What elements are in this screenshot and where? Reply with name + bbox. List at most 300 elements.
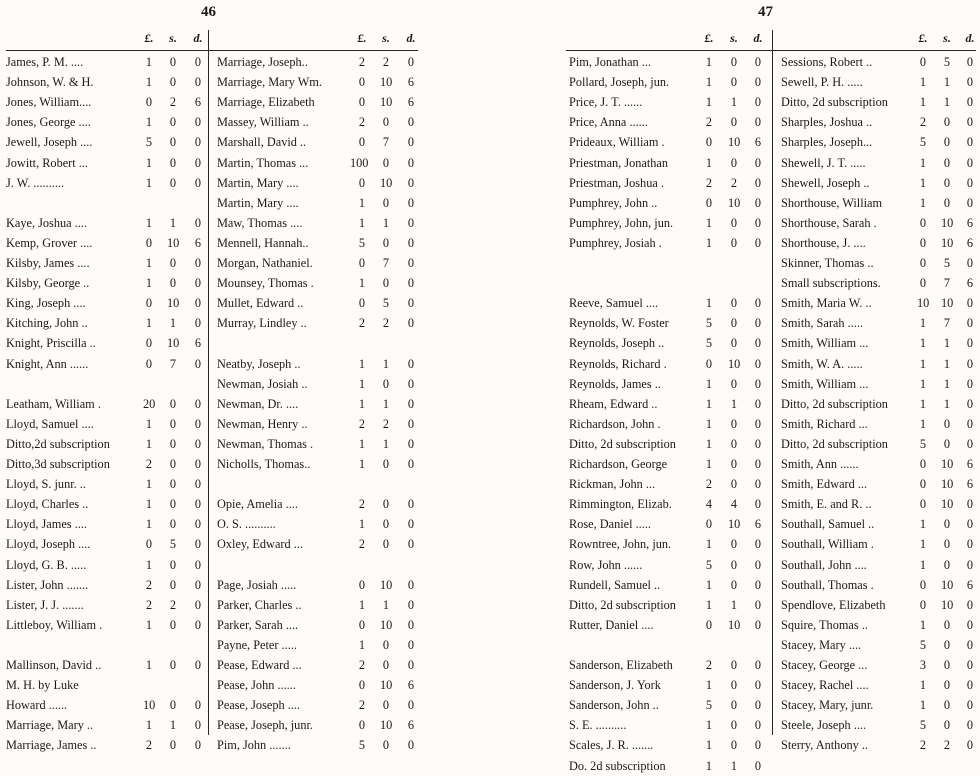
pounds-header: £.	[918, 31, 928, 45]
header-rule-p46-col1	[6, 50, 208, 51]
pounds-value: 1	[705, 537, 713, 552]
subscriber-name: Rowntree, John, jun.	[569, 537, 672, 552]
shillings-value: 0	[169, 577, 177, 592]
pounds-value: 1	[145, 477, 153, 492]
pence-value: 0	[966, 416, 974, 431]
pence-header: d.	[406, 31, 416, 45]
pounds-value: 1	[145, 316, 153, 331]
pounds-value: 1	[919, 617, 927, 632]
subscriber-name: Smith, Sarah .....	[781, 316, 863, 331]
pence-value: 0	[407, 235, 415, 250]
subscriber-name: Howard ......	[6, 698, 68, 713]
pounds-value: 1	[919, 336, 927, 351]
subscriber-name: Price, J. T. ......	[569, 95, 643, 110]
subscriber-name: Rundell, Samuel ..	[569, 577, 661, 592]
subscriber-name: Opie, Amelia ....	[217, 497, 298, 512]
pence-value: 6	[966, 477, 974, 492]
pence-value: 0	[194, 477, 202, 492]
pounds-value: 1	[919, 376, 927, 391]
pounds-value: 0	[919, 215, 927, 230]
pounds-value: 1	[919, 95, 927, 110]
shillings-value: 0	[943, 617, 951, 632]
shillings-value: 1	[943, 376, 951, 391]
pounds-value: 2	[358, 55, 366, 69]
pounds-value: 5	[705, 316, 713, 331]
pence-value: 0	[754, 436, 762, 451]
subscriber-name: Priestman, Joshua .	[569, 175, 664, 190]
pence-value: 0	[407, 537, 415, 552]
shillings-value: 0	[169, 416, 177, 431]
subscriber-name: Reynolds, Joseph ..	[569, 336, 665, 351]
shillings-value: 1	[943, 356, 951, 371]
pence-value: 0	[407, 376, 415, 391]
subscriber-name: King, Joseph ....	[6, 296, 86, 311]
pounds-value: 1	[705, 597, 713, 612]
subscriber-name: Marshall, David ..	[217, 135, 307, 150]
pence-value: 0	[966, 256, 974, 270]
pounds-value: 5	[919, 637, 927, 652]
pounds-value: 1	[705, 436, 713, 451]
subscriber-name: Smith, E. and R. ..	[781, 497, 872, 512]
pounds-value: 1	[705, 396, 713, 411]
subscriber-name: Littleboy, William .	[6, 617, 103, 632]
pence-value: 0	[966, 155, 974, 170]
shillings-value: 7	[382, 135, 390, 150]
pounds-value: 1	[919, 75, 927, 90]
pence-value: 0	[754, 155, 762, 170]
pounds-value: 4	[705, 497, 713, 512]
subscriber-name: Smith, Edward ...	[781, 477, 868, 492]
pounds-value: 2	[145, 738, 153, 753]
pounds-value: 0	[358, 617, 366, 632]
pounds-value: 1	[919, 195, 927, 210]
shillings-value: 0	[943, 416, 951, 431]
subscriber-name: Reynolds, W. Foster	[569, 316, 669, 331]
pence-value: 0	[407, 296, 415, 311]
subscriber-name: Shewell, Joseph ..	[781, 175, 870, 190]
pounds-value: 1	[358, 356, 366, 371]
subscriber-name: Rickman, John ...	[569, 477, 656, 492]
pence-value: 0	[754, 678, 762, 693]
shillings-value: 0	[730, 436, 738, 451]
subscriber-name: Jones, George ....	[6, 115, 91, 130]
pounds-value: 1	[145, 557, 153, 572]
pence-value: 0	[966, 316, 974, 331]
pounds-value: 1	[358, 195, 366, 210]
pence-value: 0	[407, 617, 415, 632]
shillings-value: 5	[169, 537, 177, 552]
shillings-value: 1	[730, 758, 738, 773]
pence-value: 0	[754, 457, 762, 471]
shillings-value: 5	[943, 55, 951, 69]
pounds-value: 1	[705, 738, 713, 753]
pounds-value: 5	[705, 698, 713, 713]
subscriber-name: Marriage, Joseph..	[217, 55, 308, 69]
shillings-value: 10	[728, 356, 741, 371]
pence-value: 0	[966, 296, 974, 311]
pounds-value: 0	[705, 195, 713, 210]
subscriber-name: Shorthouse, William	[781, 195, 883, 210]
pence-value: 0	[754, 758, 762, 773]
subscriber-name: Squire, Thomas ..	[781, 617, 868, 632]
pence-value: 0	[966, 637, 974, 652]
pence-value: 0	[407, 597, 415, 612]
shillings-value: 0	[169, 115, 177, 130]
pounds-value: 1	[919, 316, 927, 331]
subscriber-name: Martin, Thomas ...	[217, 155, 309, 170]
pence-value: 0	[754, 416, 762, 431]
shillings-value: 7	[943, 316, 951, 331]
header-rule-p47-col2	[772, 50, 976, 51]
pence-value: 0	[754, 215, 762, 230]
pence-value: 0	[966, 55, 974, 69]
subscriber-name: Newman, Dr. ....	[217, 396, 299, 411]
subscriber-name: Lloyd, Charles ..	[6, 497, 89, 512]
pounds-value: 0	[358, 95, 366, 110]
pence-value: 6	[407, 678, 415, 693]
pence-value: 0	[966, 658, 974, 672]
column-divider-left-page	[208, 30, 209, 735]
pounds-value: 100	[350, 155, 369, 170]
pence-value: 6	[754, 517, 762, 532]
pence-value: 0	[407, 698, 415, 713]
subscriber-name: Smith, Maria W. ..	[781, 296, 872, 311]
pounds-value: 2	[705, 658, 713, 672]
pounds-value: 1	[358, 396, 366, 411]
shillings-value: 2	[382, 416, 390, 431]
shillings-value: 10	[380, 75, 393, 90]
subscriber-name: Kitching, John ..	[6, 316, 88, 331]
pounds-value: 0	[919, 276, 927, 291]
pence-value: 0	[407, 115, 415, 130]
shillings-header: s.	[169, 31, 177, 45]
pounds-value: 1	[145, 155, 153, 170]
pounds-value: 1	[358, 517, 366, 532]
shillings-value: 0	[730, 738, 738, 753]
pounds-value: 1	[705, 577, 713, 592]
pounds-value: 2	[145, 457, 153, 471]
pounds-value: 1	[919, 678, 927, 693]
pence-value: 0	[754, 175, 762, 190]
shillings-value: 0	[382, 658, 390, 672]
subscriber-name: Rose, Daniel .....	[569, 517, 651, 532]
shillings-value: 0	[169, 155, 177, 170]
pounds-value: 0	[145, 296, 153, 311]
pounds-value: 2	[358, 658, 366, 672]
pence-value: 6	[966, 276, 974, 291]
subscriber-name: Southall, Thomas .	[781, 577, 874, 592]
shillings-value: 0	[730, 658, 738, 672]
pounds-value: 1	[145, 416, 153, 431]
shillings-value: 0	[943, 658, 951, 672]
shillings-value: 0	[169, 55, 177, 69]
shillings-value: 1	[382, 436, 390, 451]
pence-value: 0	[194, 497, 202, 512]
pence-value: 0	[194, 115, 202, 130]
subscriber-name: Maw, Thomas ....	[217, 215, 303, 230]
subscriber-name: Ditto, 2d subscription	[569, 436, 676, 451]
pence-value: 0	[194, 617, 202, 632]
shillings-value: 0	[169, 256, 177, 270]
pounds-value: 0	[145, 336, 153, 351]
pounds-value: 1	[358, 597, 366, 612]
pence-value: 0	[194, 155, 202, 170]
shillings-value: 7	[943, 276, 951, 291]
subscriber-name: Rheam, Edward ..	[569, 396, 658, 411]
pounds-value: 1	[145, 215, 153, 230]
pence-value: 0	[754, 577, 762, 592]
shillings-value: 1	[382, 597, 390, 612]
shillings-value: 0	[382, 195, 390, 210]
shillings-value: 0	[382, 376, 390, 391]
shillings-value: 0	[730, 316, 738, 331]
pounds-value: 1	[145, 436, 153, 451]
pence-value: 0	[754, 738, 762, 753]
pounds-value: 1	[145, 115, 153, 130]
shillings-value: 5	[943, 256, 951, 270]
shillings-header: s.	[382, 31, 390, 45]
pounds-value: 1	[705, 95, 713, 110]
pounds-value: 0	[919, 55, 927, 69]
shillings-value: 0	[730, 235, 738, 250]
subscriber-name: Nicholls, Thomas..	[217, 457, 311, 471]
shillings-value: 10	[728, 195, 741, 210]
shillings-value: 1	[943, 396, 951, 411]
pounds-value: 1	[145, 256, 153, 270]
subscriber-name: Marriage, James ..	[6, 738, 97, 753]
subscriber-name: Smith, William ...	[781, 336, 869, 351]
subscriber-name: Jones, William....	[6, 95, 92, 110]
pence-value: 0	[194, 698, 202, 713]
subscriber-name: Pim, Jonathan ...	[569, 55, 651, 69]
shillings-header: s.	[730, 31, 738, 45]
pounds-value: 1	[145, 276, 153, 291]
subscriber-name: Massey, William ..	[217, 115, 309, 130]
shillings-value: 0	[382, 537, 390, 552]
shillings-value: 1	[382, 215, 390, 230]
pence-value: 0	[194, 296, 202, 311]
subscriber-name: Scales, J. R. .......	[569, 738, 654, 753]
pounds-value: 1	[145, 75, 153, 90]
pounds-value: 1	[145, 55, 153, 69]
subscriber-name: Pumphrey, John, jun.	[569, 215, 674, 230]
subscriber-name: Newman, Thomas .	[217, 436, 314, 451]
pence-value: 0	[754, 75, 762, 90]
pounds-value: 1	[705, 75, 713, 90]
shillings-value: 2	[382, 316, 390, 331]
subscriber-name: Shewell, J. T. .....	[781, 155, 866, 170]
pounds-value: 2	[919, 115, 927, 130]
subscriber-name: Southall, John ....	[781, 557, 867, 572]
pounds-value: 2	[358, 497, 366, 512]
pence-value: 0	[407, 155, 415, 170]
pounds-value: 2	[919, 738, 927, 753]
pounds-value: 0	[145, 235, 153, 250]
shillings-value: 0	[943, 175, 951, 190]
pence-value: 0	[194, 135, 202, 150]
pence-value: 0	[407, 577, 415, 592]
subscriber-name: Knight, Ann ......	[6, 356, 89, 371]
pence-value: 0	[407, 135, 415, 150]
pence-value: 0	[966, 175, 974, 190]
pence-value: 0	[966, 436, 974, 451]
pence-value: 6	[194, 336, 202, 351]
shillings-value: 0	[943, 557, 951, 572]
pounds-value: 1	[705, 678, 713, 693]
pounds-value: 2	[705, 477, 713, 492]
subscriber-name: Page, Josiah .....	[217, 577, 297, 592]
pence-value: 0	[407, 256, 415, 270]
subscriber-name: Sharples, Joseph...	[781, 135, 873, 150]
shillings-value: 0	[169, 457, 177, 471]
pence-value: 0	[194, 738, 202, 753]
pence-value: 6	[407, 718, 415, 733]
pounds-value: 1	[358, 376, 366, 391]
shillings-value: 0	[943, 195, 951, 210]
pence-value: 0	[407, 637, 415, 652]
subscriber-name: M. H. by Luke	[6, 678, 79, 693]
shillings-value: 0	[730, 698, 738, 713]
pounds-header: £.	[704, 31, 714, 45]
subscriber-name: Prideaux, William .	[569, 135, 665, 150]
shillings-value: 10	[380, 175, 393, 190]
pounds-value: 5	[919, 718, 927, 733]
shillings-value: 0	[943, 637, 951, 652]
subscriber-name: Pim, John .......	[217, 738, 291, 753]
shillings-value: 0	[730, 75, 738, 90]
pounds-value: 2	[358, 537, 366, 552]
pounds-value: 2	[358, 698, 366, 713]
subscriber-name: Mennell, Hannah..	[217, 235, 309, 250]
shillings-value: 5	[382, 296, 390, 311]
shillings-value: 10	[941, 296, 954, 311]
pence-value: 0	[194, 597, 202, 612]
shillings-value: 7	[169, 356, 177, 371]
pence-value: 0	[754, 95, 762, 110]
shillings-value: 1	[169, 718, 177, 733]
pence-value: 0	[194, 215, 202, 230]
subscriber-name: Knight, Priscilla ..	[6, 336, 96, 351]
pounds-value: 1	[919, 517, 927, 532]
shillings-value: 0	[943, 698, 951, 713]
subscriber-name: Murray, Lindley ..	[217, 316, 307, 331]
pence-value: 6	[966, 577, 974, 592]
pence-value: 0	[194, 577, 202, 592]
pence-value: 0	[194, 537, 202, 552]
pence-value: 0	[754, 376, 762, 391]
pence-value: 0	[754, 336, 762, 351]
shillings-value: 2	[382, 55, 390, 69]
pence-value: 0	[194, 75, 202, 90]
pounds-value: 1	[145, 617, 153, 632]
shillings-value: 0	[730, 215, 738, 230]
subscriber-name: Parker, Charles ..	[217, 597, 302, 612]
pounds-value: 0	[358, 175, 366, 190]
pounds-value: 2	[358, 316, 366, 331]
shillings-value: 10	[167, 336, 180, 351]
pence-value: 0	[407, 316, 415, 331]
shillings-value: 0	[169, 497, 177, 512]
pounds-value: 0	[358, 75, 366, 90]
shillings-value: 0	[943, 718, 951, 733]
subscriber-name: Oxley, Edward ...	[217, 537, 303, 552]
shillings-value: 10	[380, 95, 393, 110]
shillings-value: 1	[382, 396, 390, 411]
pounds-value: 1	[919, 155, 927, 170]
pence-value: 0	[194, 316, 202, 331]
shillings-value: 10	[941, 597, 954, 612]
pence-value: 0	[194, 276, 202, 291]
shillings-value: 1	[730, 95, 738, 110]
pence-value: 0	[407, 738, 415, 753]
pounds-value: 0	[705, 356, 713, 371]
pounds-value: 1	[705, 296, 713, 311]
shillings-value: 1	[169, 316, 177, 331]
pence-value: 0	[754, 396, 762, 411]
shillings-value: 1	[382, 356, 390, 371]
subscriber-name: O. S. ..........	[217, 517, 276, 532]
shillings-value: 0	[943, 436, 951, 451]
pence-header: d.	[965, 31, 975, 45]
shillings-value: 10	[380, 718, 393, 733]
pounds-value: 0	[919, 597, 927, 612]
pounds-value: 1	[705, 376, 713, 391]
shillings-value: 0	[943, 155, 951, 170]
pounds-value: 1	[705, 416, 713, 431]
shillings-value: 1	[943, 95, 951, 110]
pounds-value: 0	[145, 537, 153, 552]
subscriber-name: Spendlove, Elizabeth	[781, 597, 886, 612]
pence-value: 0	[966, 356, 974, 371]
subscriber-name: Morgan, Nathaniel.	[217, 256, 313, 270]
pounds-value: 1	[145, 175, 153, 190]
pounds-value: 1	[705, 215, 713, 230]
pence-value: 6	[194, 95, 202, 110]
pounds-value: 0	[919, 577, 927, 592]
subscriber-name: Jowitt, Robert ...	[6, 155, 88, 170]
shillings-value: 0	[382, 115, 390, 130]
subscriber-name: Sterry, Anthony ..	[781, 738, 868, 753]
shillings-header: s.	[943, 31, 951, 45]
pounds-value: 1	[705, 758, 713, 773]
shillings-value: 10	[380, 678, 393, 693]
shillings-value: 1	[730, 597, 738, 612]
subscriber-name: Richardson, John .	[569, 416, 661, 431]
shillings-value: 0	[169, 396, 177, 411]
subscriber-name: Newman, Henry ..	[217, 416, 308, 431]
shillings-value: 0	[169, 658, 177, 672]
subscriber-name: Do. 2d subscription	[569, 758, 666, 773]
subscriber-name: Steele, Joseph ....	[781, 718, 867, 733]
pounds-value: 2	[358, 416, 366, 431]
pence-value: 0	[407, 356, 415, 371]
shillings-value: 10	[941, 577, 954, 592]
pence-value: 0	[966, 537, 974, 552]
subscriber-name: Sanderson, Elizabeth	[569, 658, 673, 672]
pounds-value: 2	[145, 597, 153, 612]
subscriber-name: Martin, Mary ....	[217, 195, 299, 210]
pounds-value: 1	[705, 235, 713, 250]
pence-value: 0	[194, 457, 202, 471]
subscriber-name: Southall, Samuel ..	[781, 517, 875, 532]
shillings-value: 10	[941, 457, 954, 471]
shillings-value: 10	[728, 617, 741, 632]
pence-value: 0	[966, 336, 974, 351]
pence-value: 0	[754, 477, 762, 492]
pence-value: 0	[966, 376, 974, 391]
pence-value: 0	[194, 396, 202, 411]
subscriber-name: Pollard, Joseph, jun.	[569, 75, 670, 90]
